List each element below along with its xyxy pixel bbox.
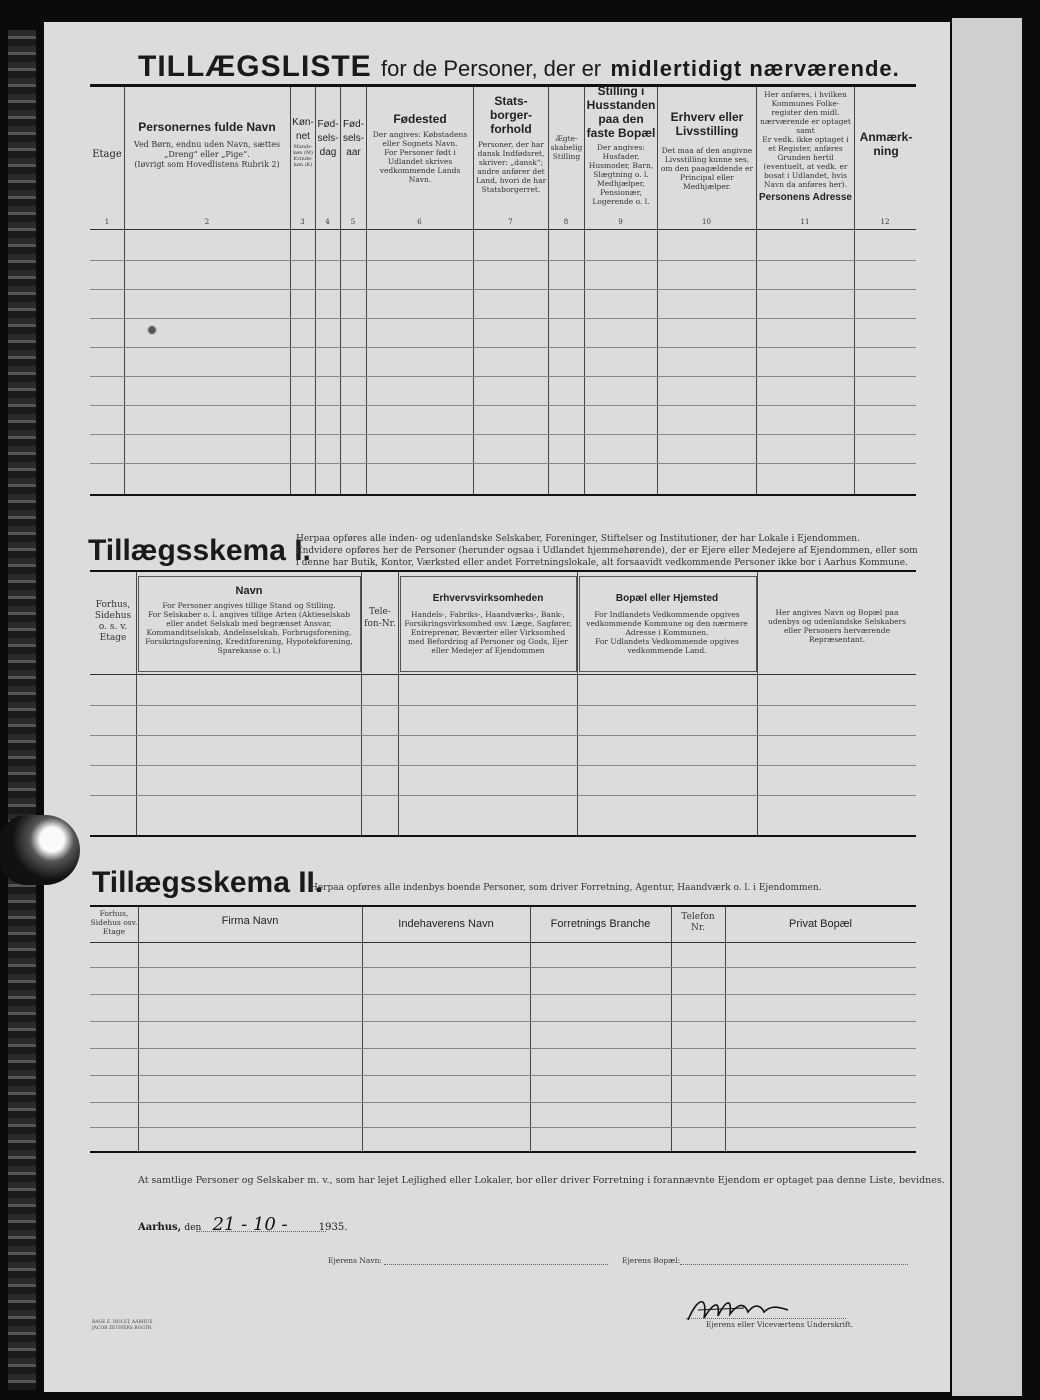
schema2-row-line <box>90 1048 916 1049</box>
schema1-row-line <box>90 735 916 736</box>
list-header-rule <box>90 229 916 230</box>
ink-spot <box>147 323 157 337</box>
schema2-col-firm: Firma Navn <box>221 915 279 927</box>
schema1-top-rule <box>90 570 916 572</box>
schema1-col-name: Navn For Personer angives tillige Stand og Stilling. For Selskaber o. l. angives tillige Arten (Aktieselskab eller andet Selskab med begrænset Ansvar, Kommanditselskab, Andelsselskab, Forbrugsforening, Forsikringsforening, Kreditforening, Hypotekforening, Sparekasse o. l.) <box>145 585 353 655</box>
col-birthday-header: Fød-sels-dag <box>317 119 339 158</box>
col-gender-header: Køn-net Mands-køn (M) Kvinde-køn (K) <box>292 117 314 168</box>
col-num-5: 5 <box>350 218 356 226</box>
col-num-12: 12 <box>880 218 890 226</box>
col-num-10: 10 <box>702 218 711 226</box>
col-num-7: 7 <box>508 218 513 226</box>
schema1-title: Tillægsskema I. <box>88 534 311 567</box>
col-num-11: 11 <box>800 218 810 226</box>
schema1-row-line <box>90 795 916 796</box>
col-marital-header: Ægte-skabelig Stilling <box>550 134 583 161</box>
list-row-line <box>90 405 916 406</box>
schema1-row-line <box>90 705 916 706</box>
thumb-holding-page <box>0 815 80 885</box>
col-num-8: 8 <box>563 218 569 226</box>
col-citizenship-header: Stats-borger-forhold Personer, der har dansk Indfødsret, skriver: „dansk“; andre anfører det Land, hvori de har Statsborgerret. <box>475 94 547 194</box>
col-occupation-header: Erhverv eller Livsstilling Det maa af den angivne Livsstilling kunne ses, om den paagældende er Principal eller Medhjælper. <box>660 110 754 191</box>
schema1-col-floor: Forhus, Sidehus o. s. v. Etage <box>94 600 132 643</box>
schema2-col-owner: Indehaverens Navn <box>398 918 494 930</box>
col-household-header: Stilling i Husstanden paa den faste Bopæl Der angives: Husfader, Husmoder, Barn, Slægtning o. l. Medhjælper, Pensionær, Logerende o. l. <box>586 84 656 206</box>
owner-name-line <box>384 1264 608 1265</box>
col-num-4: 4 <box>325 218 330 226</box>
col-num-1: 1 <box>104 218 110 226</box>
list-row-line <box>90 434 916 435</box>
list-row-line <box>90 376 916 377</box>
owner-name-label: Ejerens Navn: <box>328 1256 382 1265</box>
schema1-bottom-rule <box>90 835 916 837</box>
schema2-col-private-residence: Privat Bopæl <box>789 918 852 930</box>
list-row-line <box>90 260 916 261</box>
printer-imprint: BAGE E. HOLST, AARHUS JACOB ZEUNERS BOGTR. <box>92 1320 153 1331</box>
col-etage-header: Etage <box>92 149 122 160</box>
page-title <box>138 50 900 84</box>
signature-caption: Ejerens eller Viceværtens Underskrift. <box>706 1320 854 1329</box>
title-bold-end: midlertidigt nærværende. <box>610 56 900 81</box>
schema1-description: Herpaa opføres alle inden- og udenlandske Selskaber, Foreninger, Stiftelser og Institutioner, der har Lokale i Ejendommen. Endvidere opføres her de Personer (herunder ogsaa i Udlandet hjemmehørende), der er Ejere eller Medejere af Ejendommen, eller som i denne har Butik, Kontor, Værksted eller andet Forretningslokale, alt forsaavidt vedkommende Personer ikke bor i Aarhus Kommune. <box>296 534 918 568</box>
title-middle: for de Personer, der er <box>381 56 602 81</box>
col-birthyear-header: Fød-sels-aar <box>342 119 365 158</box>
schema2-row-line <box>90 967 916 968</box>
book-spine <box>8 30 36 1390</box>
col-name-header: Personernes fulde Navn Ved Børn, endnu uden Navn, sættes „Dreng“ eller „Pige“. (Iøvrigt som Hovedlistens Rubrik 2) <box>133 120 281 169</box>
schema2-description: Herpaa opføres alle indenbys boende Personer, som driver Forretning, Agentur, Haandværk o. l. i Ejendommen. <box>310 883 822 893</box>
schema1-col-business: Erhvervsvirksomheden Handels-, Fabriks-, Haandværks-, Bank-, Forsikringsvirksomhed osv. Læge, Sagfører, Entreprenør, Beværter eller Virksomhed med Befordring af Personer og Gods, Ejer eller Medejer af Ejendommen <box>404 593 572 655</box>
schema2-row-line <box>90 1102 916 1103</box>
schema2-col-phone: Telefon Nr. <box>681 912 715 933</box>
schema2-header-rule <box>90 942 916 943</box>
col-address-header: Her anføres, i hvilken Kommunes Folke-register den midl. nærværende er optaget samt Er vedk. ikke optaget i et Register, anføres Grunden hertil (eventuelt, at vedk. er bosat i Udlandet, hvis Navn da anføres her). Personens Adresse <box>758 90 852 203</box>
schema1-col-residence: Bopæl eller Hjemsted For Indlandets Vedkommende opgives vedkommende Kommune og den nærmere Adresse i Kommunen. For Udlandets Vedkommende opgives vedkommende Land. <box>586 593 748 655</box>
owner-address-line <box>680 1264 908 1265</box>
title-bold: TILLÆGSLISTE <box>138 50 372 83</box>
schema1-header-rule <box>90 674 916 675</box>
list-row-line <box>90 318 916 319</box>
schema1-col-representative: Her angives Navn og Bopæl paa udenbys og udenlandske Selskabers eller Personers herværende Repræsentant. <box>767 608 906 644</box>
col-remark-header: Anmærk-ning <box>859 130 913 158</box>
col-birthplace-header: Fødested Der angives: Købstadens eller Sognets Navn. For Personer født i Udlandet skrives vedkommende Lands Navn. <box>372 112 468 184</box>
schema1-row-line <box>90 765 916 766</box>
schema2-bottom-rule <box>90 1151 916 1153</box>
handwritten-date: 21 - 10 - <box>212 1214 288 1235</box>
col-num-2: 2 <box>204 218 210 226</box>
schema2-row-line <box>90 1075 916 1076</box>
col-num-6: 6 <box>417 218 422 226</box>
schema1-col-phone: Tele-fon-Nr. <box>364 607 396 629</box>
schema2-col-branch: Forretnings Branche <box>550 918 651 930</box>
date-dotted-line <box>196 1230 326 1232</box>
col-num-9: 9 <box>618 218 623 226</box>
list-bottom-rule <box>90 494 916 496</box>
schema2-row-line <box>90 1021 916 1022</box>
schema2-col-floor: Forhus, Sidehus osv. Etage <box>90 909 138 936</box>
schema2-row-line <box>90 1127 916 1128</box>
list-row-line <box>90 289 916 290</box>
schema2-row-line <box>90 994 916 995</box>
list-row-line <box>90 463 916 464</box>
list-top-rule <box>90 84 916 87</box>
date-line: Aarhus, den 21 - 10 - 1935. <box>138 1214 348 1235</box>
attestation-statement: At samtlige Personer og Selskaber m. v., som har lejet Lejlighed eller Lokaler, bor eller driver Forretning i forannævnte Ejendom er optaget paa denne Liste, bevidnes. <box>138 1175 945 1186</box>
list-row-line <box>90 347 916 348</box>
owner-address-label: Ejerens Bopæl: <box>622 1256 681 1265</box>
schema2-title: Tillægsskema II. <box>92 866 324 899</box>
schema2-top-rule <box>90 905 916 907</box>
next-page-edge <box>952 18 1022 1396</box>
col-num-3: 3 <box>300 218 305 226</box>
